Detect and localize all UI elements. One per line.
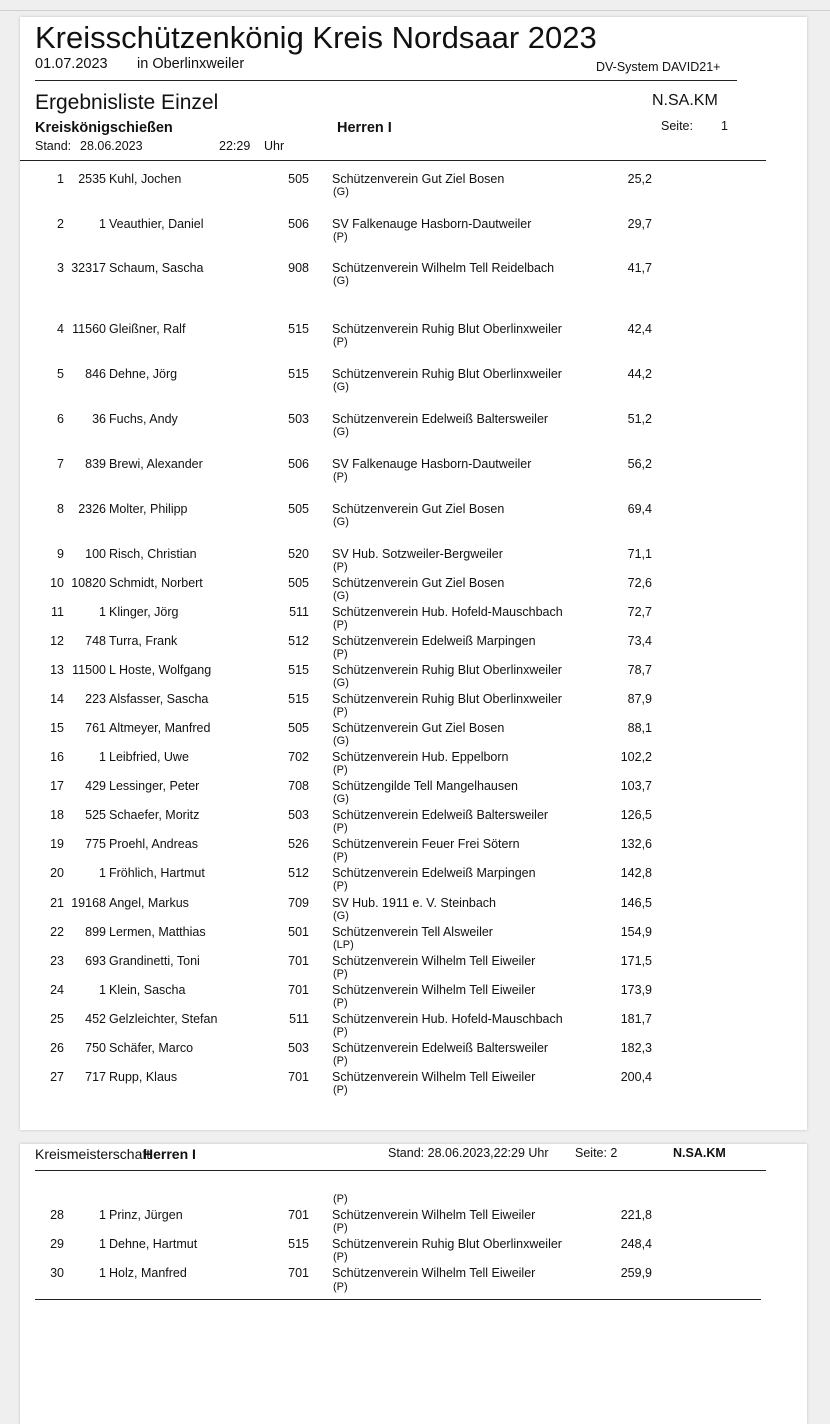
table-row xyxy=(20,1193,807,1236)
shooter-name-cell: Fuchs, Andy xyxy=(109,412,178,426)
stand-date: 28.06.2023 xyxy=(80,139,143,153)
rank-cell: 15 xyxy=(50,721,64,735)
result-cell: 142,8 xyxy=(620,866,652,880)
table-row xyxy=(20,261,807,289)
weapon-type-cell: (P) xyxy=(333,471,348,483)
shooter-id-cell: 452 xyxy=(85,1012,106,1026)
table-row xyxy=(20,1041,807,1069)
shooter-name-cell: Klinger, Jörg xyxy=(109,605,179,619)
weapon-type-cell: (P) xyxy=(333,764,348,776)
club-number-cell: 503 xyxy=(288,412,309,426)
club-name-cell: Schützenverein Gut Ziel Bosen xyxy=(332,576,505,590)
result-cell: 73,4 xyxy=(627,634,652,648)
club-name-cell: Schützenverein Hub. Eppelborn xyxy=(332,750,509,764)
shooter-id-cell: 1 xyxy=(99,1237,106,1251)
result-cell: 200,4 xyxy=(620,1070,652,1084)
club-name-cell: Schützenverein Tell Alsweiler xyxy=(332,925,493,939)
rank-cell: 25 xyxy=(50,1012,64,1026)
club-number-cell: 515 xyxy=(288,663,309,677)
club-name-cell: Schützenverein Edelweiß Baltersweiler xyxy=(332,412,549,426)
shooter-name-cell: Grandinetti, Toni xyxy=(109,954,200,968)
result-cell: 44,2 xyxy=(627,367,652,381)
weapon-type-cell: (P) xyxy=(333,648,348,660)
club-name-cell: Schützenverein Ruhig Blut Oberlinxweiler xyxy=(332,663,562,677)
table-row xyxy=(20,605,807,633)
club-name-cell: Schützenverein Gut Ziel Bosen xyxy=(332,721,505,735)
shooter-id-cell: 899 xyxy=(85,925,106,939)
club-number-cell: 701 xyxy=(288,1070,309,1084)
result-cell: 72,6 xyxy=(627,576,652,590)
result-cell: 41,7 xyxy=(627,261,652,275)
club-name-cell: Schützenverein Feuer Frei Sötern xyxy=(332,837,520,851)
weapon-type-cell: (G) xyxy=(333,381,349,393)
weapon-type-cell: (P) xyxy=(333,231,348,243)
result-cell: 126,5 xyxy=(620,808,652,822)
shooter-id-cell: 1 xyxy=(99,605,106,619)
shooter-name-cell: Risch, Christian xyxy=(109,547,197,561)
weapon-type-cell: (P) xyxy=(333,561,348,573)
club-number-cell: 511 xyxy=(289,1012,309,1026)
club-number-cell: 501 xyxy=(288,925,309,939)
result-cell: 87,9 xyxy=(627,692,652,706)
rank-cell: 27 xyxy=(50,1070,64,1084)
weapon-type-cell: (P) xyxy=(333,822,348,834)
club-number-cell: 701 xyxy=(288,983,309,997)
shooter-id-cell: 429 xyxy=(85,779,106,793)
club-number-cell: 709 xyxy=(288,896,309,910)
weapon-type-cell: (G) xyxy=(333,735,349,747)
event-location: in Oberlinxweiler xyxy=(137,56,245,72)
result-cell: 71,1 xyxy=(627,547,652,561)
rank-cell: 28 xyxy=(50,1208,64,1222)
club-number-cell: 505 xyxy=(288,576,309,590)
shooter-name-cell: Gleißner, Ralf xyxy=(109,322,186,336)
table-row xyxy=(20,866,807,894)
weapon-type-cell: (G) xyxy=(333,677,349,689)
result-cell: 181,7 xyxy=(620,1012,652,1026)
club-name-cell: Schützenverein Ruhig Blut Oberlinxweiler xyxy=(332,322,562,336)
result-cell: 154,9 xyxy=(620,925,652,939)
table-row xyxy=(20,925,807,953)
table-row xyxy=(20,217,807,245)
p2-stand: Stand: 28.06.2023,22:29 Uhr xyxy=(388,1146,549,1160)
table-row xyxy=(20,1070,807,1098)
rank-cell: 3 xyxy=(57,261,64,275)
club-number-cell: 520 xyxy=(288,547,309,561)
shooter-name-cell: Holz, Manfred xyxy=(109,1266,187,1280)
shooter-id-cell: 1 xyxy=(99,750,106,764)
table-row xyxy=(20,721,807,749)
rank-cell: 23 xyxy=(50,954,64,968)
shooter-name-cell: L Hoste, Wolfgang xyxy=(109,663,212,677)
weapon-type-cell: (G) xyxy=(333,426,349,438)
result-cell: 248,4 xyxy=(620,1237,652,1251)
club-name-cell: Schützenverein Wilhelm Tell Reidelbach xyxy=(332,261,555,275)
club-name-cell: Schützenverein Ruhig Blut Oberlinxweiler xyxy=(332,692,562,706)
table-row xyxy=(20,663,807,691)
rank-cell: 30 xyxy=(50,1266,64,1280)
result-cell: 56,2 xyxy=(627,457,652,471)
shooter-name-cell: Schaefer, Moritz xyxy=(109,808,200,822)
p2-class-name: Herren I xyxy=(143,1146,196,1162)
page-label: Seite: xyxy=(661,119,693,133)
viewer-top-border xyxy=(0,10,830,11)
club-number-cell: 506 xyxy=(288,457,309,471)
result-cell: 173,9 xyxy=(620,983,652,997)
club-number-cell: 708 xyxy=(288,779,309,793)
rank-cell: 9 xyxy=(57,547,64,561)
weapon-type-cell: (P) xyxy=(333,1281,348,1293)
club-number-cell: 515 xyxy=(288,1237,309,1251)
result-cell: 69,4 xyxy=(627,502,652,516)
weapon-type-cell: (P) xyxy=(333,880,348,892)
document-page-2 xyxy=(20,1144,807,1424)
rank-cell: 14 xyxy=(50,692,64,706)
result-cell: 42,4 xyxy=(627,322,652,336)
club-name-cell: Schützenverein Hub. Hofeld-Mauschbach xyxy=(332,605,563,619)
rank-cell: 29 xyxy=(50,1237,64,1251)
result-cell: 51,2 xyxy=(627,412,652,426)
rank-cell: 18 xyxy=(50,808,64,822)
rank-cell: 13 xyxy=(50,663,64,677)
club-number-cell: 908 xyxy=(288,261,309,275)
shooter-name-cell: Prinz, Jürgen xyxy=(109,1208,183,1222)
system-label: DV-System DAVID21+ xyxy=(596,60,721,74)
rank-cell: 26 xyxy=(50,1041,64,1055)
p2-table-bottom-divider xyxy=(35,1299,761,1300)
weapon-type-cell: (LP) xyxy=(333,939,354,951)
weapon-type-cell: (P) xyxy=(333,997,348,1009)
table-row xyxy=(20,779,807,807)
rank-cell: 2 xyxy=(57,217,64,231)
club-name-cell: SV Falkenauge Hasborn-Dautweiler xyxy=(332,457,532,471)
club-number-cell: 506 xyxy=(288,217,309,231)
shooter-name-cell: Gelzleichter, Stefan xyxy=(109,1012,218,1026)
shooter-id-cell: 1 xyxy=(99,1266,106,1280)
shooter-name-cell: Dehne, Hartmut xyxy=(109,1237,198,1251)
shooter-name-cell: Schmidt, Norbert xyxy=(109,576,203,590)
club-name-cell: Schützenverein Edelweiß Baltersweiler xyxy=(332,1041,549,1055)
table-row xyxy=(20,172,807,200)
shooter-name-cell: Dehne, Jörg xyxy=(109,367,178,381)
p2-header-divider xyxy=(35,1170,766,1171)
rank-cell: 11 xyxy=(51,605,64,619)
club-name-cell: SV Hub. Sotzweiler-Bergweiler xyxy=(332,547,503,561)
shooter-name-cell: Lessinger, Peter xyxy=(109,779,200,793)
shooter-name-cell: Lermen, Matthias xyxy=(109,925,206,939)
club-number-cell: 515 xyxy=(288,367,309,381)
shooter-id-cell: 32317 xyxy=(71,261,106,275)
club-name-cell: Schützenverein Wilhelm Tell Eiweiler xyxy=(332,954,536,968)
club-name-cell: Schützenverein Ruhig Blut Oberlinxweiler xyxy=(332,367,562,381)
table-row xyxy=(20,692,807,720)
club-name-cell: Schützenverein Wilhelm Tell Eiweiler xyxy=(332,1070,536,1084)
table-row xyxy=(20,1012,807,1040)
club-name-cell: Schützengilde Tell Mangelhausen xyxy=(332,779,519,793)
weapon-type-cell: (P) xyxy=(333,336,348,348)
table-row xyxy=(20,837,807,865)
shooter-name-cell: Kuhl, Jochen xyxy=(109,172,182,186)
club-number-cell: 702 xyxy=(288,750,309,764)
page-number: 1 xyxy=(721,119,728,133)
club-name-cell: SV Hub. 1911 e. V. Steinbach xyxy=(332,896,497,910)
table-row xyxy=(20,808,807,836)
shooter-id-cell: 223 xyxy=(85,692,106,706)
shooter-name-cell: Angel, Markus xyxy=(109,896,189,910)
club-name-cell: Schützenverein Ruhig Blut Oberlinxweiler xyxy=(332,1237,562,1251)
rank-cell: 21 xyxy=(50,896,64,910)
club-number-cell: 503 xyxy=(288,808,309,822)
result-cell: 78,7 xyxy=(627,663,652,677)
p2-competition-name: Kreismeisterschaft xyxy=(35,1146,151,1162)
rank-cell: 20 xyxy=(50,866,64,880)
club-name-cell: SV Falkenauge Hasborn-Dautweiler xyxy=(332,217,532,231)
club-name-cell: Schützenverein Wilhelm Tell Eiweiler xyxy=(332,1208,536,1222)
table-row xyxy=(20,750,807,778)
shooter-name-cell: Schaum, Sascha xyxy=(109,261,204,275)
table-row xyxy=(20,547,807,575)
p2-page-label: Seite: 2 xyxy=(575,1146,618,1160)
result-cell: 29,7 xyxy=(627,217,652,231)
shooter-id-cell: 839 xyxy=(85,457,106,471)
weapon-type-cell: (P) xyxy=(333,968,348,980)
club-name-cell: Schützenverein Wilhelm Tell Eiweiler xyxy=(332,983,536,997)
weapon-type-cell: (G) xyxy=(333,910,349,922)
weapon-type-cell: (G) xyxy=(333,516,349,528)
rank-cell: 16 xyxy=(50,750,64,764)
shooter-id-cell: 761 xyxy=(85,721,106,735)
table-row xyxy=(20,1222,807,1265)
table-row xyxy=(20,896,807,924)
shooter-name-cell: Proehl, Andreas xyxy=(109,837,198,851)
club-number-cell: 505 xyxy=(288,502,309,516)
shooter-id-cell: 11500 xyxy=(72,663,106,677)
club-name-cell: Schützenverein Edelweiß Marpingen xyxy=(332,634,536,648)
shooter-id-cell: 1 xyxy=(99,866,106,880)
club-number-cell: 526 xyxy=(288,837,309,851)
shooter-id-cell: 36 xyxy=(92,412,106,426)
shooter-name-cell: Leibfried, Uwe xyxy=(109,750,189,764)
weapon-type-cell: (G) xyxy=(333,275,349,287)
weapon-type-cell: (P) xyxy=(333,851,348,863)
result-cell: 146,5 xyxy=(620,896,652,910)
club-number-cell: 512 xyxy=(288,866,309,880)
club-number-cell: 701 xyxy=(288,954,309,968)
table-row xyxy=(20,502,807,530)
shooter-id-cell: 693 xyxy=(85,954,106,968)
shooter-name-cell: Turra, Frank xyxy=(109,634,178,648)
shooter-id-cell: 1 xyxy=(99,1208,106,1222)
result-cell: 88,1 xyxy=(627,721,652,735)
weapon-type-cell: (P) xyxy=(333,1055,348,1067)
shooter-name-cell: Brewi, Alexander xyxy=(109,457,203,471)
result-cell: 103,7 xyxy=(620,779,652,793)
club-number-cell: 503 xyxy=(288,1041,309,1055)
rank-cell: 4 xyxy=(57,322,64,336)
rank-cell: 7 xyxy=(57,457,64,471)
club-number-cell: 701 xyxy=(288,1266,309,1280)
table-row xyxy=(20,412,807,440)
rank-cell: 12 xyxy=(50,634,64,648)
event-date: 01.07.2023 xyxy=(35,56,108,72)
table-row xyxy=(20,634,807,662)
shooter-id-cell: 19168 xyxy=(71,896,106,910)
rank-cell: 8 xyxy=(57,502,64,516)
club-number-cell: 515 xyxy=(288,322,309,336)
table-row xyxy=(20,983,807,1011)
shooter-name-cell: Altmeyer, Manfred xyxy=(109,721,211,735)
club-name-cell: Schützenverein Edelweiß Baltersweiler xyxy=(332,808,549,822)
weapon-type-cell: (P) xyxy=(333,1026,348,1038)
weapon-type-cell: (G) xyxy=(333,590,349,602)
shooter-id-cell: 846 xyxy=(85,367,106,381)
weapon-type-cell: (P) xyxy=(333,1251,348,1263)
competition-name: Kreiskönigschießen xyxy=(35,120,173,136)
result-cell: 182,3 xyxy=(620,1041,652,1055)
stand-label: Stand: xyxy=(35,139,72,153)
shooter-id-cell: 750 xyxy=(85,1041,106,1055)
class-name: Herren I xyxy=(337,120,392,136)
club-name-cell: Schützenverein Edelweiß Marpingen xyxy=(332,866,536,880)
club-name-cell: Schützenverein Hub. Hofeld-Mauschbach xyxy=(332,1012,563,1026)
rank-cell: 6 xyxy=(57,412,64,426)
list-code: N.SA.KM xyxy=(652,92,718,109)
shooter-id-cell: 10820 xyxy=(71,576,106,590)
club-name-cell: Schützenverein Gut Ziel Bosen xyxy=(332,502,505,516)
rank-cell: 24 xyxy=(50,983,64,997)
shooter-id-cell: 2535 xyxy=(78,172,106,186)
club-number-cell: 505 xyxy=(288,721,309,735)
shooter-id-cell: 2326 xyxy=(78,502,106,516)
shooter-name-cell: Rupp, Klaus xyxy=(109,1070,178,1084)
shooter-name-cell: Schäfer, Marco xyxy=(109,1041,194,1055)
table-top-divider xyxy=(20,160,766,161)
result-cell: 102,2 xyxy=(620,750,652,764)
stand-time: 22:29 xyxy=(219,139,251,153)
shooter-name-cell: Molter, Philipp xyxy=(109,502,188,516)
shooter-id-cell: 11560 xyxy=(72,322,106,336)
result-cell: 25,2 xyxy=(627,172,652,186)
table-row xyxy=(20,322,807,350)
weapon-type-cell: (G) xyxy=(333,186,349,198)
header-divider xyxy=(35,80,737,81)
rank-cell: 1 xyxy=(57,172,64,186)
table-row xyxy=(20,457,807,485)
p2-code: N.SA.KM xyxy=(673,1146,726,1160)
stand-time-unit: Uhr xyxy=(264,139,285,153)
weapon-type-cell: (P) xyxy=(333,619,348,631)
result-cell: 259,9 xyxy=(620,1266,652,1280)
result-cell: 221,8 xyxy=(620,1208,652,1222)
weapon-type-cell: (G) xyxy=(333,793,349,805)
result-cell: 72,7 xyxy=(627,605,652,619)
shooter-name-cell: Veauthier, Daniel xyxy=(109,217,204,231)
shooter-id-cell: 1 xyxy=(99,217,106,231)
shooter-id-cell: 775 xyxy=(85,837,106,851)
document-page-1 xyxy=(20,17,807,1130)
club-number-cell: 512 xyxy=(288,634,309,648)
shooter-name-cell: Alsfasser, Sascha xyxy=(109,692,209,706)
club-number-cell: 511 xyxy=(289,605,309,619)
shooter-name-cell: Klein, Sascha xyxy=(109,983,186,997)
rank-cell: 10 xyxy=(50,576,64,590)
weapon-type-cell: (P) xyxy=(333,1193,348,1205)
shooter-name-cell: Fröhlich, Hartmut xyxy=(109,866,205,880)
rank-cell: 19 xyxy=(50,837,64,851)
shooter-id-cell: 1 xyxy=(99,983,106,997)
club-number-cell: 505 xyxy=(288,172,309,186)
rank-cell: 17 xyxy=(50,779,64,793)
club-number-cell: 515 xyxy=(288,692,309,706)
table-row xyxy=(20,1251,807,1294)
weapon-type-cell: (P) xyxy=(333,1222,348,1234)
result-cell: 132,6 xyxy=(620,837,652,851)
club-number-cell: 701 xyxy=(288,1208,309,1222)
weapon-type-cell: (P) xyxy=(333,1084,348,1096)
table-row xyxy=(20,954,807,982)
result-cell: 171,5 xyxy=(620,954,652,968)
shooter-id-cell: 748 xyxy=(85,634,106,648)
document-title: Kreisschützenkönig Kreis Nordsaar 2023 xyxy=(35,20,597,55)
shooter-id-cell: 100 xyxy=(85,547,106,561)
table-row xyxy=(20,367,807,395)
club-name-cell: Schützenverein Wilhelm Tell Eiweiler xyxy=(332,1266,536,1280)
shooter-id-cell: 525 xyxy=(85,808,106,822)
shooter-id-cell: 717 xyxy=(85,1070,106,1084)
rank-cell: 22 xyxy=(50,925,64,939)
weapon-type-cell: (P) xyxy=(333,706,348,718)
list-title: Ergebnisliste Einzel xyxy=(35,91,219,114)
table-row xyxy=(20,576,807,604)
club-name-cell: Schützenverein Gut Ziel Bosen xyxy=(332,172,505,186)
rank-cell: 5 xyxy=(57,367,64,381)
